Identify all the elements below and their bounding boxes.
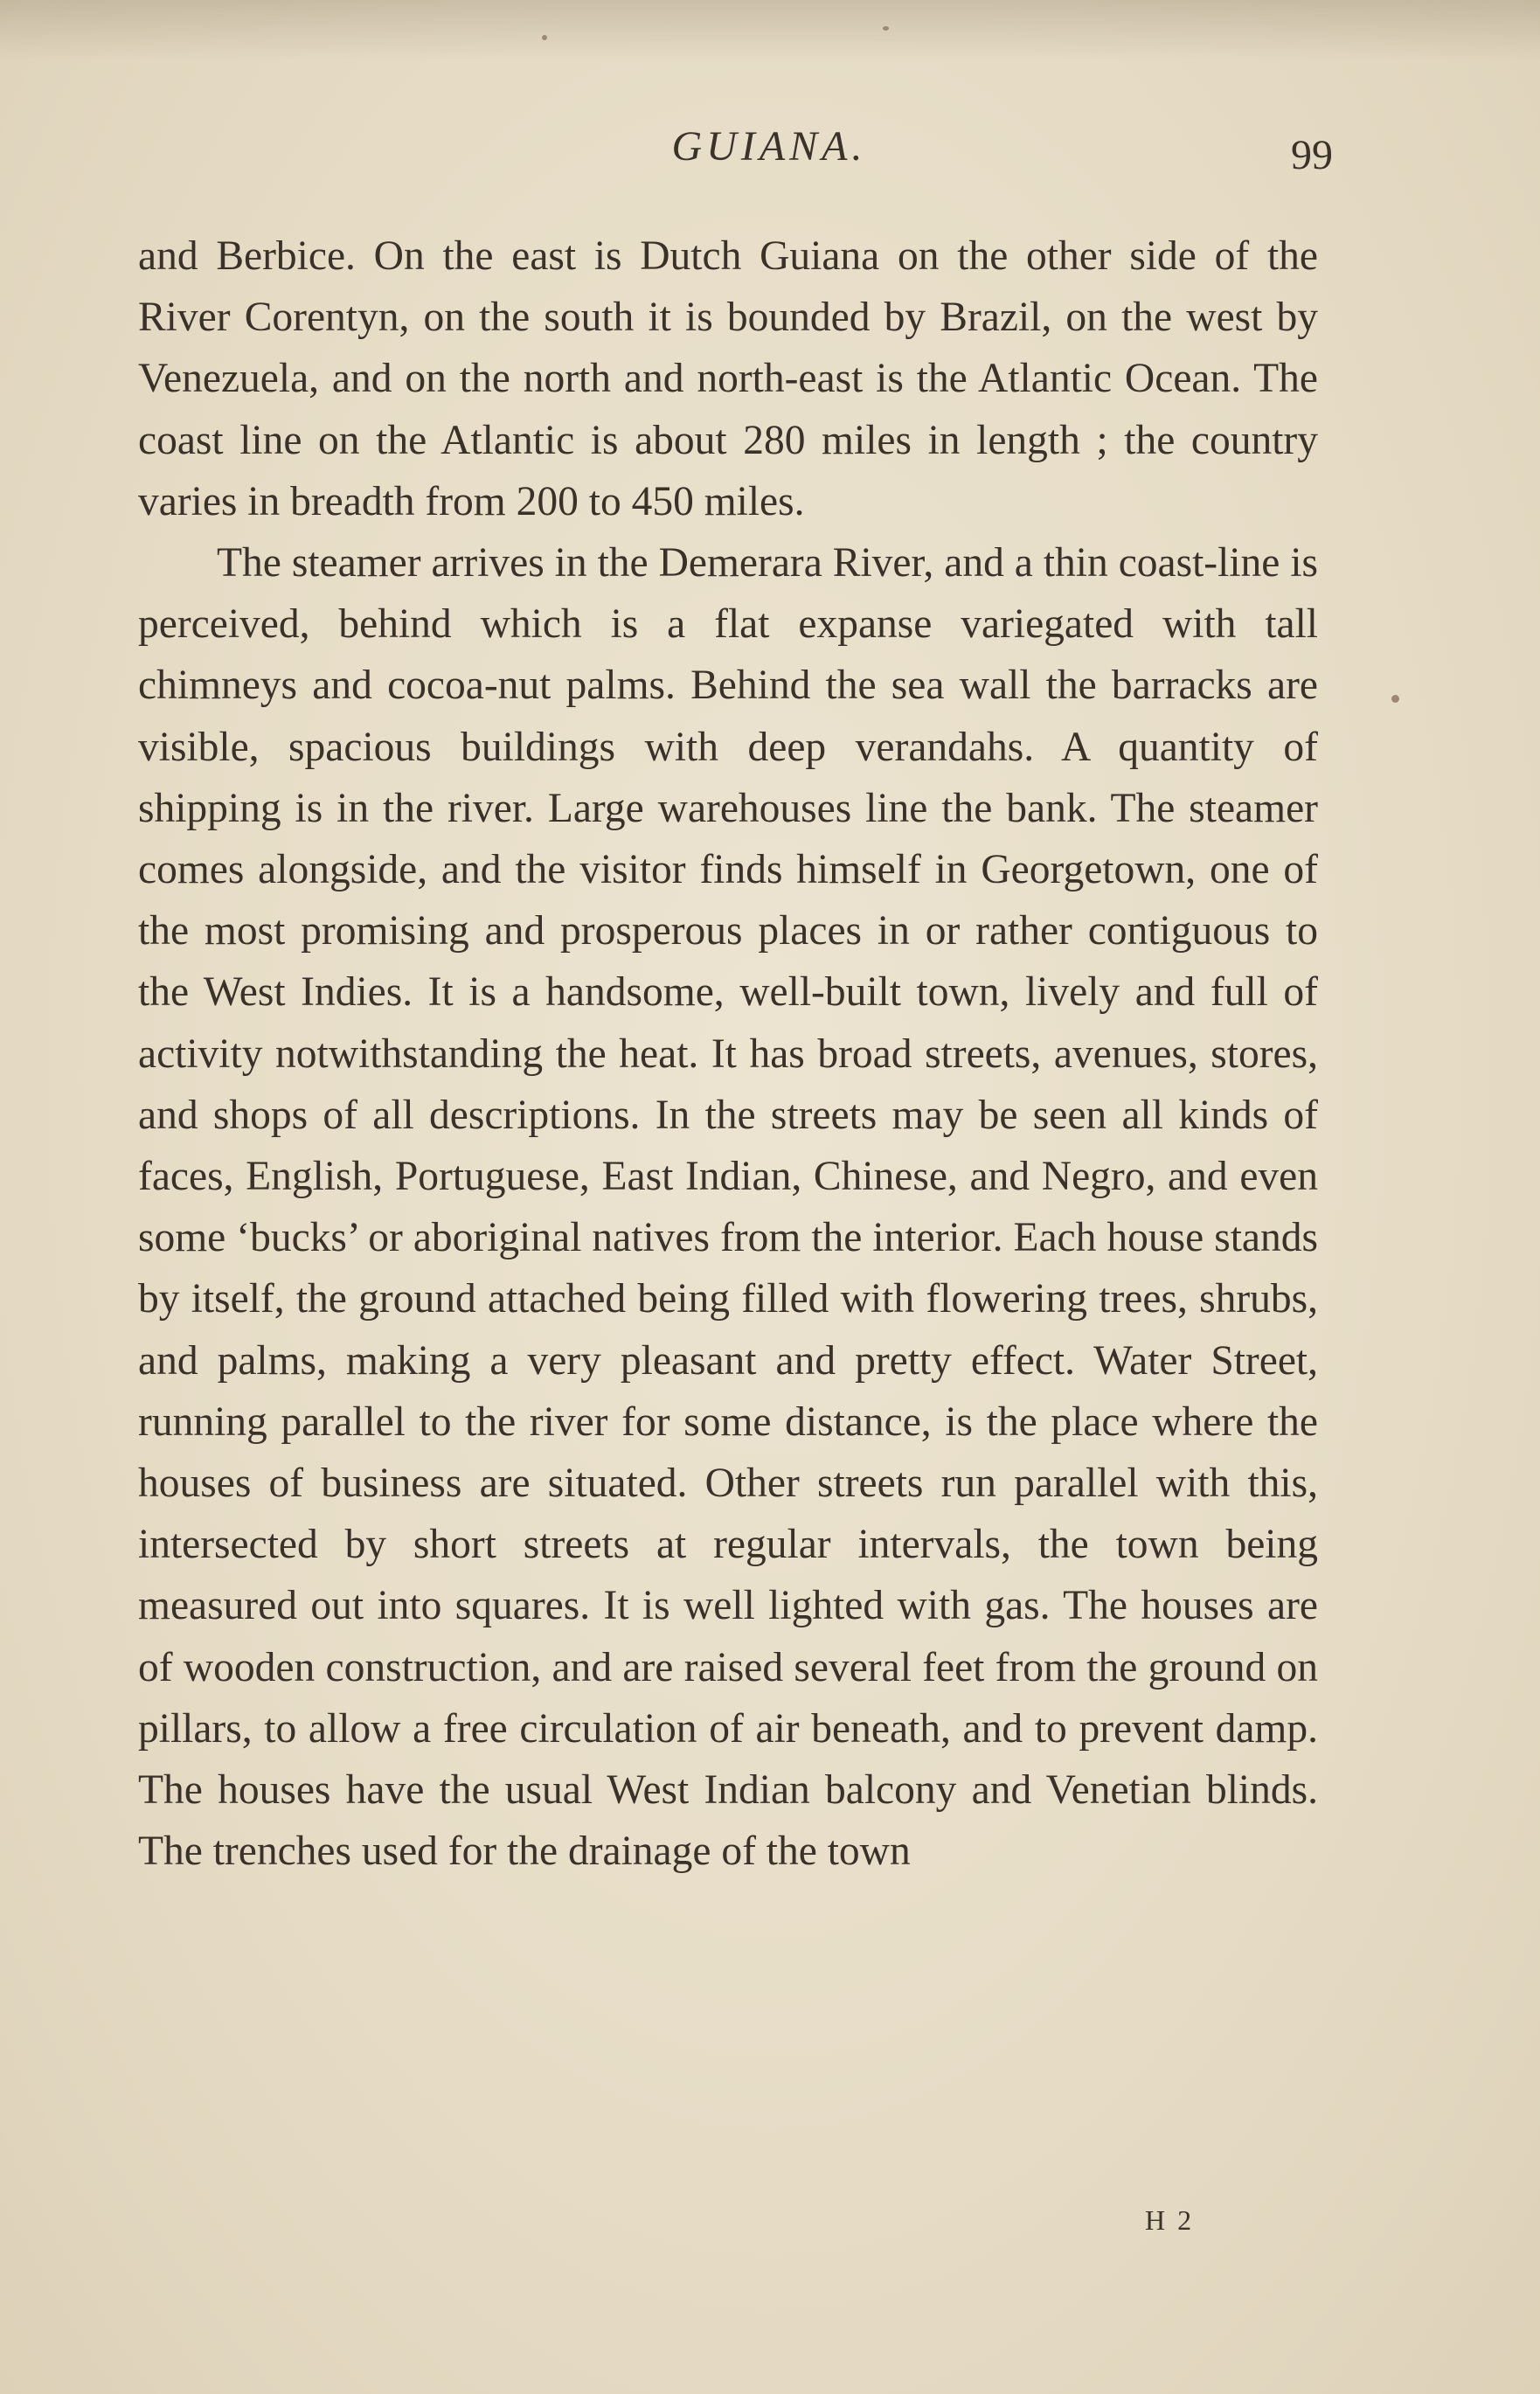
paragraph-steamer-arrival: The steamer arrives in the Demerara River, and a thin coast-line is perceived, behind which is a flat expanse variegated with tall chimneys and cocoa-nut palms. Behind the sea wall the barracks are visible, spacious buildings with deep verandahs. A quantity of shipping is in the river. Large warehouses line the bank. The steamer comes alongside, and the visitor finds himself in Georgetown, one of the most promising and prosperous places in or rather contiguous to the West Indies. It is a handsome, well-built town, lively and full of activity notwithstanding the heat. It has broad streets, avenues, stores, and shops of all descriptions. In the streets may be seen all kinds of faces, English, Portuguese, East Indian, Chinese, and Negro, and even some ‘bucks’ or aboriginal natives from the interior. Each house stands by itself, the ground attached being filled with flowering trees, shrubs, and palms, making a very pleasant and pretty effect. Water Street, running parallel to the river for some distance, is the place where the houses of business are situated. Other streets run parallel with this, intersected by short streets at regular intervals, the town being measured out into squares. It is well lighted with gas. The houses are of wooden construction, and are raised several feet from the ground on pillars, to allow a free circulation of air beneath, and to prevent damp. The houses have the usual West Indian balcony and Venetian blinds. The trenches used for the drainage of the town — [138, 540, 1318, 1875]
body-text — [138, 226, 1318, 1882]
paper-speck — [883, 26, 889, 31]
running-head: GUIANA. — [671, 123, 867, 170]
page-top-shadow — [0, 0, 1540, 61]
paper-speck — [1391, 695, 1399, 703]
paper-speck — [542, 35, 547, 40]
page-number: 99 — [1291, 132, 1333, 178]
signature-mark: H 2 — [1145, 2204, 1195, 2236]
paragraph-continuation: and Berbice. On the east is Dutch Guiana on the other side of the River Corentyn, on the south it is bounded by Brazil, on the west by Venezuela, and on the north and north-east is the Atlantic Ocean. The coast line on the Atlantic is about 280 miles in length ; the country varies in breadth from 200 to 450 miles. — [138, 233, 1318, 524]
